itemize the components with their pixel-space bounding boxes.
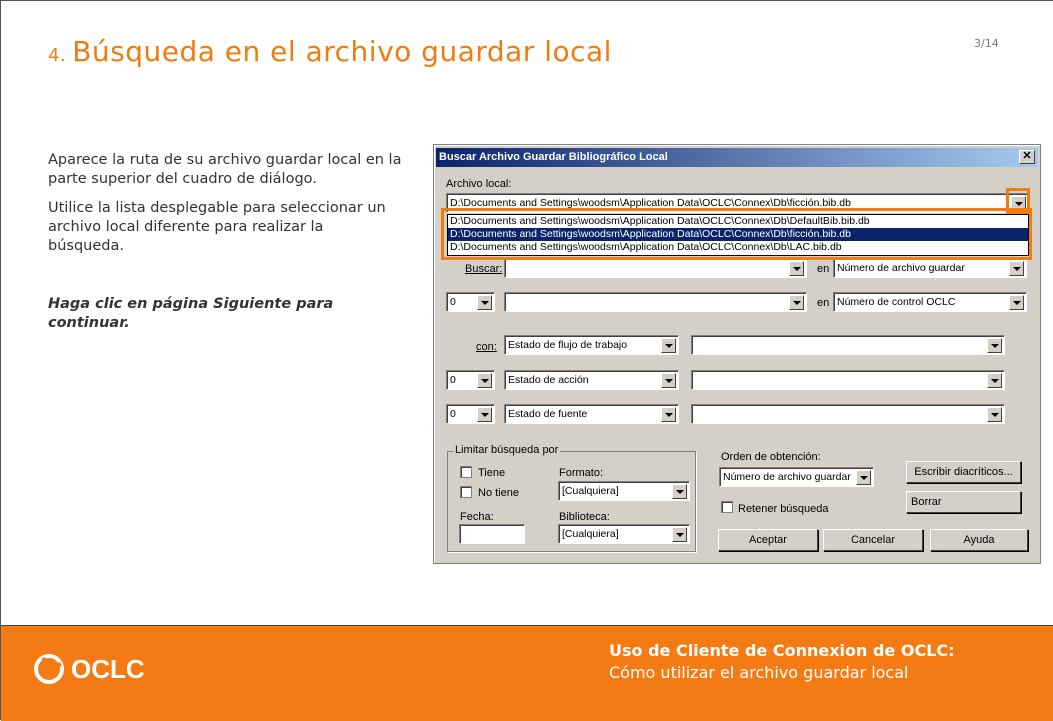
dialog-titlebar [436, 148, 1038, 167]
orden-label: Orden de obtención: [721, 451, 821, 463]
fecha-label: Fecha: [460, 511, 494, 523]
chevron-down-icon[interactable] [987, 338, 1002, 353]
footer-title: Uso de Cliente de Connexion de OCLC: [609, 641, 955, 660]
dropdown-option-selected[interactable]: D:\Documents and Settings\woodsm\Application Data\OCLC\Connex\Db\ficción.bib.db [448, 228, 1028, 241]
con-select-1[interactable] [504, 335, 679, 355]
operator-select-3[interactable] [446, 404, 495, 424]
close-icon[interactable]: ✕ [1019, 150, 1035, 164]
con-value-select-3[interactable] [691, 404, 1005, 424]
chevron-down-icon[interactable] [1009, 261, 1024, 276]
cancelar-button[interactable]: Cancelar [823, 529, 923, 551]
oclc-logo-icon [33, 649, 153, 689]
borrar-button[interactable]: Borrar [906, 491, 1021, 513]
en-label-2: en [817, 297, 830, 309]
buscar-input-1[interactable] [504, 258, 807, 278]
no-tiene-checkbox[interactable] [460, 486, 472, 498]
con-select-3[interactable] [504, 404, 679, 424]
chevron-down-icon[interactable] [477, 373, 492, 388]
next-page-instruction: Haga clic en página Siguiente para continuar. [48, 296, 334, 331]
archivo-label: Archivo local: [446, 178, 512, 190]
chevron-down-icon[interactable] [672, 484, 687, 499]
chevron-down-icon[interactable] [856, 470, 871, 485]
page-number: 3/14 [974, 37, 999, 50]
search-dialog [433, 144, 1041, 564]
biblioteca-select[interactable] [558, 524, 690, 544]
con-value-select-2[interactable] [691, 370, 1005, 390]
operator-value-3: 0 [450, 408, 456, 420]
biblioteca-label: Biblioteca: [559, 511, 610, 523]
dropdown-list-highlight [441, 208, 1032, 260]
dropdown-option[interactable]: D:\Documents and Settings\woodsm\Application Data\OCLC\Connex\Db\LAC.bib.db [450, 241, 842, 253]
buscar-label: Buscar: [465, 263, 503, 275]
paragraph-1: Aparece la ruta de su archivo guardar local en la parte superior del cuadro de diálogo. [48, 152, 402, 187]
chevron-down-icon[interactable] [661, 338, 676, 353]
footer-subtitle: Cómo utilizar el archivo guardar local [609, 663, 909, 682]
en-value-2: Número de control OCLC [837, 296, 956, 308]
con-value-2: Estado de acción [508, 374, 589, 386]
operator-select-1[interactable] [446, 292, 495, 312]
dialog-title: Buscar Archivo Guardar Bibliográfico Local [439, 151, 668, 163]
paragraph-2: Utilice la lista desplegable para seleccionar un archivo local diferente para realizar la búsqueda. [48, 200, 386, 254]
chevron-down-icon[interactable] [789, 261, 804, 276]
tiene-label: Tiene [478, 467, 506, 479]
chevron-down-icon[interactable] [672, 527, 687, 542]
chevron-down-icon[interactable] [987, 373, 1002, 388]
dropdown-option[interactable]: D:\Documents and Settings\woodsm\Application Data\OCLC\Connex\Db\DefaultBib.bib.db [450, 215, 870, 227]
no-tiene-label: No tiene [478, 487, 519, 499]
page-title [48, 35, 612, 68]
section-number: 4. [48, 45, 67, 66]
formato-value: [Cualquiera] [562, 485, 619, 497]
en-label: en [817, 263, 830, 275]
retener-checkbox[interactable] [721, 501, 733, 513]
con-select-2[interactable] [504, 370, 679, 390]
en-select-1[interactable] [833, 258, 1027, 278]
operator-value-2: 0 [450, 374, 456, 386]
orden-value: Número de archivo guardar [723, 471, 851, 483]
con-value-1: Estado de flujo de trabajo [508, 339, 628, 351]
chevron-down-icon[interactable] [661, 373, 676, 388]
oclc-logo [33, 649, 153, 689]
retener-label: Retener búsqueda [738, 503, 829, 515]
title-text: Búsqueda en el archivo guardar local [72, 35, 612, 68]
operator-value-1: 0 [450, 296, 456, 308]
ayuda-button[interactable]: Ayuda [930, 529, 1028, 551]
chevron-down-icon[interactable] [987, 407, 1002, 422]
chevron-down-icon[interactable] [1009, 295, 1024, 310]
chevron-down-icon[interactable] [477, 407, 492, 422]
escribir-diacriticos-button[interactable]: Escribir diacríticos... [906, 461, 1021, 483]
chevron-down-icon[interactable] [477, 295, 492, 310]
con-label: con: [476, 341, 497, 353]
con-value-3: Estado de fuente [508, 408, 588, 420]
en-value-1: Número de archivo guardar [837, 262, 965, 274]
operator-select-2[interactable] [446, 370, 495, 390]
limitar-label: Limitar búsqueda por [455, 444, 559, 456]
fecha-input[interactable] [459, 524, 525, 544]
formato-select[interactable] [558, 481, 690, 501]
buscar-input-2[interactable] [504, 292, 807, 312]
biblioteca-value: [Cualquiera] [562, 528, 619, 540]
chevron-down-icon[interactable] [789, 295, 804, 310]
formato-label: Formato: [559, 467, 604, 479]
logo-text: OCLC [71, 654, 145, 684]
en-select-2[interactable] [833, 292, 1027, 312]
tiene-checkbox[interactable] [460, 466, 472, 478]
aceptar-button[interactable]: Aceptar [718, 529, 818, 551]
chevron-down-icon[interactable] [661, 407, 676, 422]
archivo-local-value: D:\Documents and Settings\woodsm\Application Data\OCLC\Connex\Db\ficción.bib.db [450, 197, 851, 209]
orden-select[interactable] [719, 467, 874, 487]
con-value-select-1[interactable] [691, 335, 1005, 355]
